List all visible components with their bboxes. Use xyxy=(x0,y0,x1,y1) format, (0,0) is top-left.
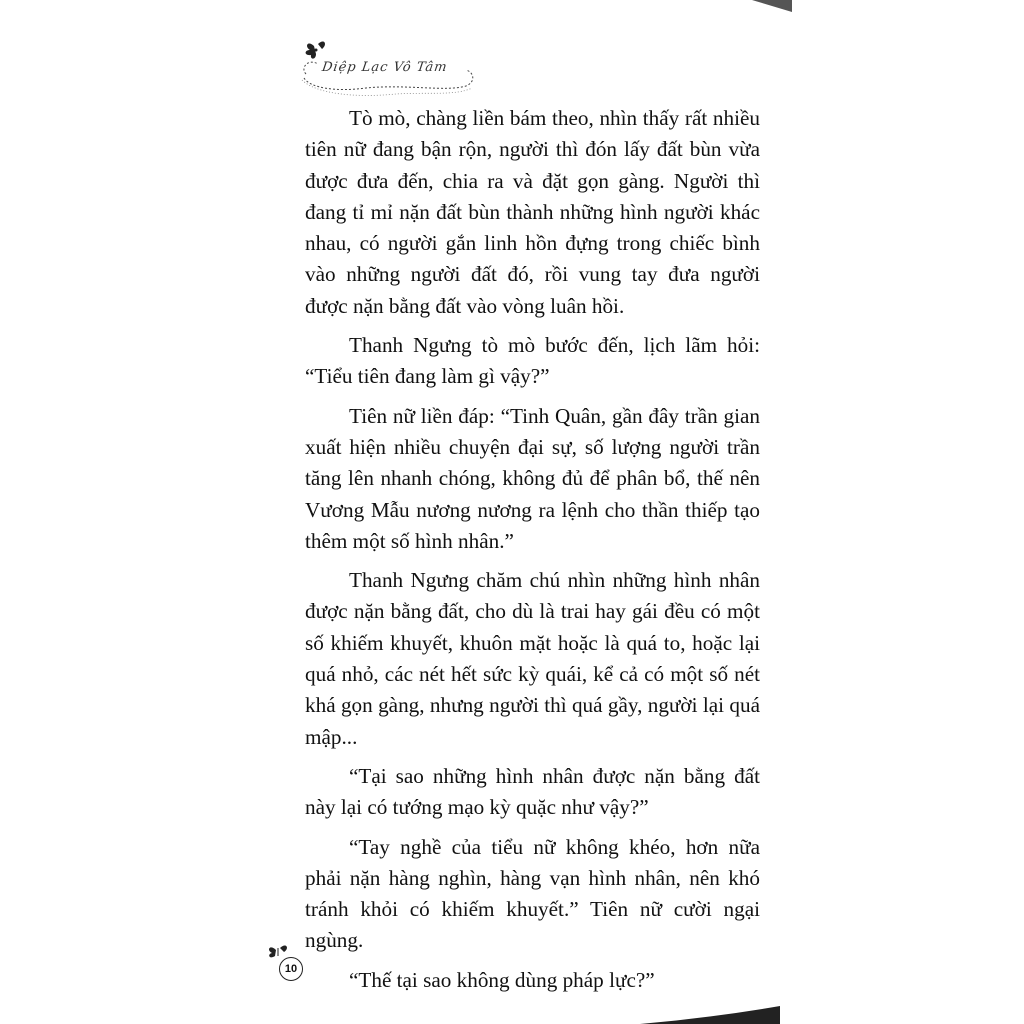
page-edge-shadow-bottom xyxy=(640,1006,780,1024)
paragraph: “Tay nghề của tiểu nữ không khéo, hơn nữa phải nặn hàng nghìn, hàng vạn hình nhân, nên khó tránh khỏi có khiếm khuyết.” Tiên nữ cười ngại ngùng. xyxy=(305,834,760,953)
paragraph: Thanh Ngưng tò mò bước đến, lịch lãm hỏi: “Tiểu tiên đang làm gì vậy?” xyxy=(305,333,760,389)
paragraph: “Tại sao những hình nhân được nặn bằng đất này lại có tướng mạo kỳ quặc như vậy?” xyxy=(305,763,760,820)
page-number: 10 xyxy=(279,957,303,981)
body-text xyxy=(305,103,760,1004)
page-edge-shadow-top xyxy=(752,0,792,12)
paragraph: “Thế tại sao không dùng pháp lực?” xyxy=(349,967,655,992)
paragraph: Thanh Ngưng chăm chú nhìn những hình nhân được nặn bằng đất, cho dù là trai hay gái đều có một số khiếm khuyết, khuôn mặt hoặc là quá to, hoặc lại quá nhỏ, các nét hết sức kỳ quái, kể cả có một số nét khá gọn gàng, nhưng người thì quá gầy, người lại quá mập... xyxy=(305,568,760,749)
paragraph: Tiên nữ liền đáp: “Tinh Quân, gần đây trần gian xuất hiện nhiều chuyện đại sự, số lượng người trần tăng lên nhanh chóng, không đủ để phân bổ, thế nên Vương Mẫu nương nương ra lệnh cho thần thiếp tạo thêm một số hình nhân.” xyxy=(305,403,760,553)
running-title: Diệp Lạc Vô Tâm xyxy=(320,60,449,75)
paragraph: Tò mò, chàng liền bám theo, nhìn thấy rất nhiều tiên nữ đang bận rộn, người thì đón lấy đất bùn vừa được đưa đến, chia ra và đặt gọn gàng. Người thì đang tỉ mỉ nặn đất bùn thành những hình người khác nhau, có người gắn linh hồn đựng trong chiếc bình vào những người đất đó, rồi vung tay đưa người được nặn bằng đất vào vòng luân hồi. xyxy=(305,106,760,318)
